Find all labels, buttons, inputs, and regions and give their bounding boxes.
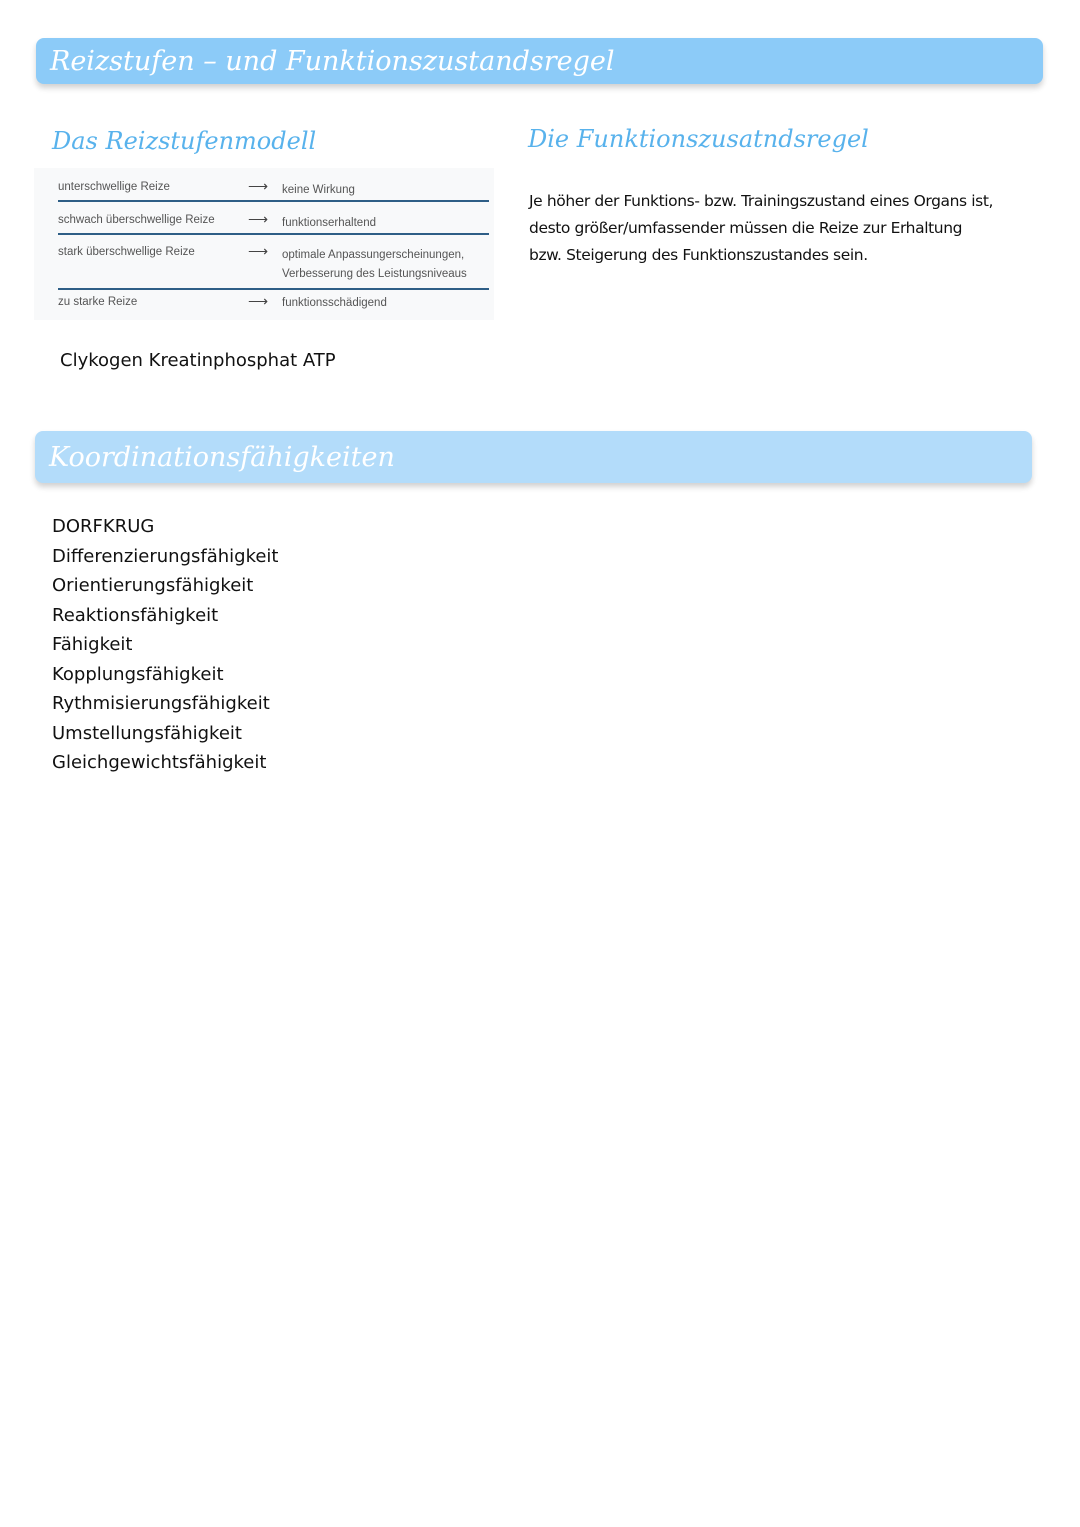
list-item: Reaktionsfähigkeit [52, 604, 219, 626]
model-cause: unterschwellige Reize [58, 181, 170, 193]
row-divider [58, 200, 489, 202]
model-cause: schwach überschwellige Reize [58, 214, 215, 226]
model-effect: optimale Anpassungerscheinungen, [282, 249, 465, 261]
model-effect: keine Wirkung [282, 184, 355, 196]
arrow-icon: ⟶ [248, 243, 269, 259]
energy-sources-line: Clykogen Kreatinphosphat ATP [60, 350, 336, 371]
list-item: Umstellungsfähigkeit [52, 722, 242, 744]
section-banner-reizstufen [36, 38, 1043, 84]
koordination-list [52, 512, 279, 778]
funktionszustandsregel-text: Je höher der Funktions- bzw. Trainingszustand eines Organs ist, desto größer/umfassender müssen die Reize zur Erhaltung bzw. Steigerung des Funktionszustandes sein. [529, 192, 994, 264]
reizstufenmodell-table [34, 168, 494, 320]
section-title: Koordinationsfähigkeiten [49, 441, 395, 473]
row-divider [58, 288, 489, 290]
arrow-icon: ⟶ [248, 293, 269, 309]
list-item: Fähigkeit [52, 634, 133, 655]
section-banner-koordination [35, 431, 1032, 483]
list-item: Kopplungsfähigkeit [52, 663, 224, 685]
list-item: Rythmisierungsfähigkeit [52, 693, 270, 714]
arrow-icon: ⟶ [248, 211, 269, 227]
row-divider [58, 233, 489, 235]
model-cause: stark überschwellige Reize [58, 246, 195, 258]
list-item: Gleichgewichtsfähigkeit [52, 752, 267, 773]
list-item: Differenzierungsfähigkeit [52, 545, 279, 567]
model-effect: funktionsschädigend [282, 297, 387, 309]
acronym: DORFKRUG [52, 516, 155, 537]
model-cause: zu starke Reize [58, 296, 138, 308]
model-effect: funktionserhaltend [282, 217, 376, 229]
arrow-icon: ⟶ [248, 178, 269, 194]
funktionszustandsregel-heading: Die Funktionszusatndsregel [528, 125, 869, 153]
section-title: Reizstufen – und Funktionszustandsregel [50, 45, 615, 77]
model-effect-line2: Verbesserung des Leistungsniveaus [282, 268, 467, 280]
list-item: Orientierungsfähigkeit [52, 575, 254, 596]
reizstufenmodell-heading: Das Reizstufenmodell [52, 127, 317, 155]
